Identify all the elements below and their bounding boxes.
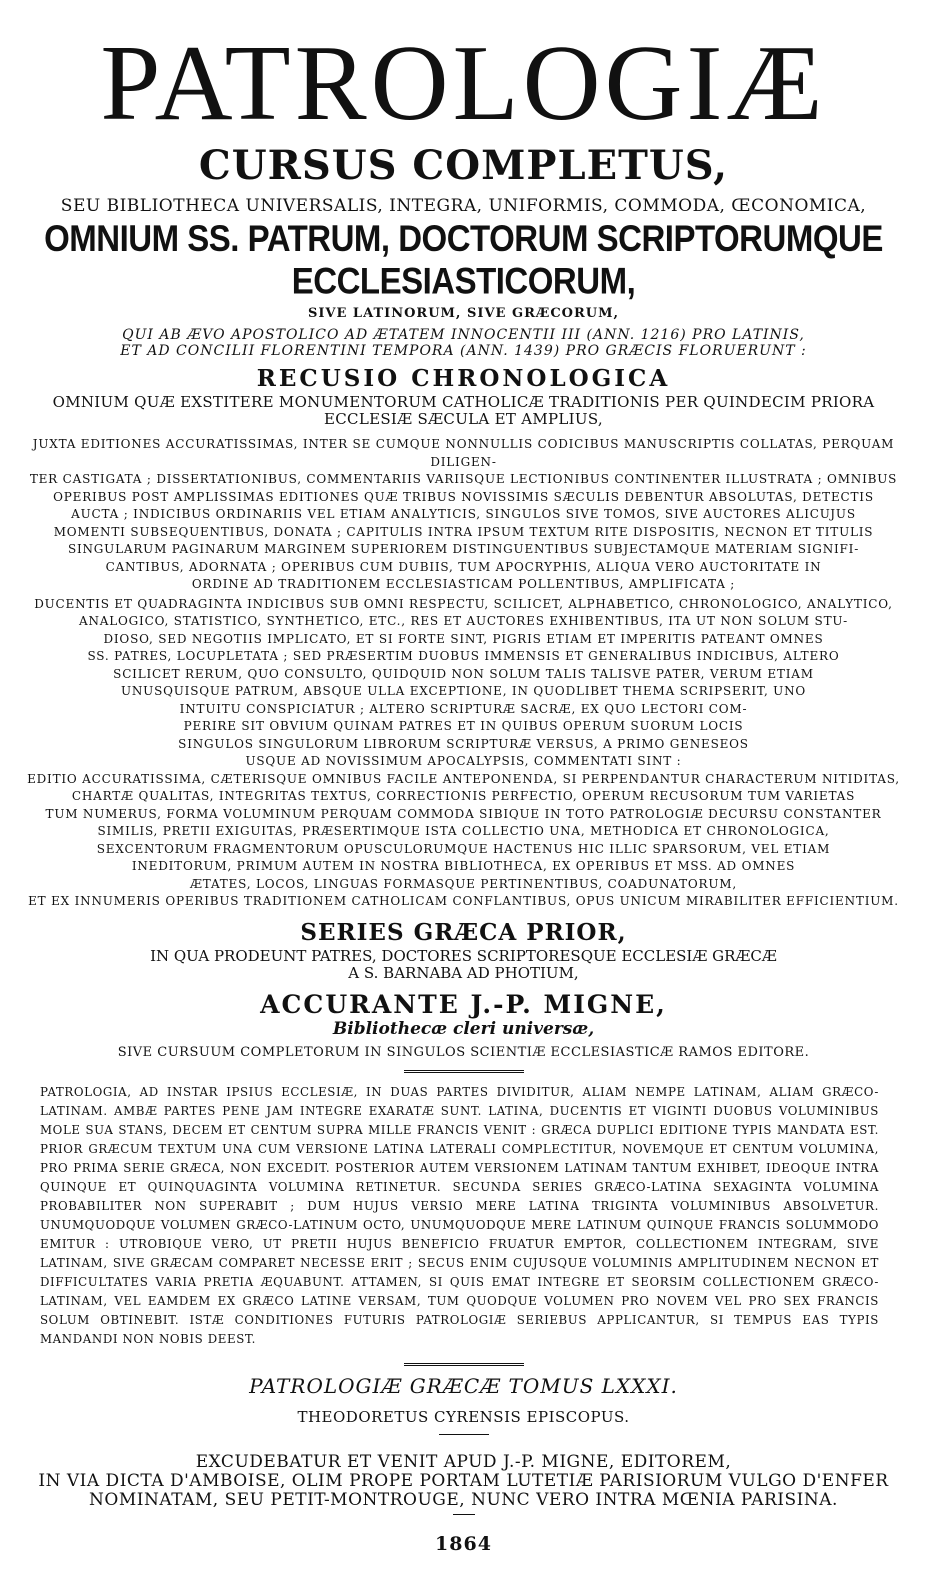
omnium2-line-2: ECCLESIÆ SÆCULA ET AMPLIUS, xyxy=(324,410,603,428)
editio-line: CHARTÆ QUALITAS, INTEGRITAS TEXTUS, CORRECTIONIS PERFECTIO, OPERUM RECUSORUM TUM VARIETAS xyxy=(71,789,856,803)
editio-line: ET EX INNUMERIS OPERIBUS TRADITIONEM CATHOLICAM CONFLANTIBUS, OPUS UNICUM MIRABILITER EFFICIENTIUM. xyxy=(28,894,899,908)
omnium-line: OMNIUM SS. PATRUM, DOCTORUM SCRIPTORUMQUE ECCLESIASTICORUM, xyxy=(44,217,883,302)
title-page xyxy=(0,24,927,1570)
sive-cursuum-line: SIVE CURSUUM COMPLETORUM IN SINGULOS SCIENTIÆ ECCLESIASTICÆ RAMOS EDITORE. xyxy=(117,1044,810,1060)
main-title: PATROLOGIÆ xyxy=(100,24,827,143)
editio-line: TUM NUMERUS, FORMA VOLUMINUM PERQUAM COMMODA SIBIQUE IN TOTO PATROLOGIÆ DECURSU CONSTANTER xyxy=(45,806,882,821)
ducentis-line: SCILICET RERUM, QUO CONSULTO, QUIDQUID NON SOLUM TALIS TALISVE PATER, VERUM ETIAM xyxy=(113,666,814,681)
publication-year: 1864 xyxy=(435,1532,492,1555)
editio-line: EDITIO ACCURATISSIMA, CÆTERISQUE OMNIBUS FACILE ANTEPONENDA, SI PERPENDANTUR CHARACTERUM NITIDITAS, xyxy=(27,771,900,786)
ducentis-line: UNUSQUISQUE PATRUM, ABSQUE ULLA EXCEPTIONE, IN QUODLIBET THEMA SCRIPSERIT, UNO xyxy=(120,684,807,698)
editio-line: SIMILIS, PRETII EXIGUITAS, PRÆSERTIMQUE ISTA COLLECTIO UNA, METHODICA ET CHRONOLOGICA, xyxy=(97,824,830,838)
juxta-line: AUCTA ; INDICIBUS ORDINARIIS VEL ETIAM ANALYTICIS, SINGULOS SIVE TOMOS, SIVE AUCTORES ALICUJUS xyxy=(71,507,856,521)
divider-rule xyxy=(404,1070,524,1073)
tomus-line: PATROLOGIÆ GRÆCÆ TOMUS LXXXI. xyxy=(249,1373,678,1398)
ducentis-line: USQUE AD NOVISSIMUM APOCALYPSIS, COMMENTATI SINT : xyxy=(245,754,682,768)
ducentis-line: DIOSO, SED NEGOTIIS IMPLICATO, ET SI FORTE SINT, PIGRIS ETIAM ET IMPERITIS PATEANT OMNES xyxy=(103,631,824,646)
juxta-line: CANTIBUS, ADORNATA ; OPERIBUS CUM DUBIIS, TUM APOCRYPHIS, ALIQUA VERO AUCTORITATE IN xyxy=(105,559,822,574)
editio-line: ÆTATES, LOCOS, LINGUAS FORMASQUE PERTINENTIBUS, COADUNATORUM, xyxy=(189,876,738,891)
juxta-line: MOMENTI SUBSEQUENTIBUS, DONATA ; CAPITULIS INTRA IPSUM TEXTUM RITE DISPOSITIS, NECNON ET TITULIS xyxy=(53,524,874,539)
editio-block xyxy=(0,771,927,911)
juxta-line: SINGULARUM PAGINARUM MARGINEM SUPERIOREM DISTINGUENTIBUS SUBJECTAMQUE MATERIAM SIGNIFI- xyxy=(67,542,860,556)
patrologia-paragraph: PATROLOGIA, AD INSTAR IPSIUS ECCLESIÆ, IN DUAS PARTES DIVIDITUR, ALIAM NEMPE LATINAM, ALIAM GRÆCO-LATINAM. AMBÆ PARTES PENE JAM INTEGRE EXARATÆ SUNT. LATINA, DUCENTIS ET VIGINTI DUOBUS VOLUMINIBUS MOLE SUA STANS, DECEM ET CENTUM SUPRA MILLE FRANCIS VENIT : GRÆCA DUPLICI EDITIONE TYPIS MANDATA EST. PRIOR GRÆCUM TEXTUM UNA CUM VERSIONE LATINA LATERALI COMPLECTITUR, NOVEMQUE ET CENTUM VOLUMINA, PRO PRIMA SERIE GRÆCA, NON EXCEDIT. POSTERIOR AUTEM VERSIONEM LATINAM TANTUM EXHIBET, IDEOQUE INTRA QUINQUE ET QUINQUAGINTA VOLUMINA RETINETUR. SECUNDA SERIES GRÆCO-LATINA SEXAGINTA VOLUMINA PROBABILITER NON SUPERABIT ; DUM HUJUS VERSIO MERE LATINA TRIGINTA VOLUMINIBUS ABSOLVETUR. UNUMQUODQUE VOLUMEN GRÆCO-LATINUM OCTO, UNUMQUODQUE MERE LATINUM QUINQUE FRANCIS SOLUMMODO EMITUR : UTROBIQUE VERO, UT PRETII HUJUS BENEFICIO FRUATUR EMPTOR, COLLECTIONEM INTEGRAM, SIVE LATINAM, SIVE GRÆCAM COMPARET NECESSE ERIT ; SECUS ENIM CUJUSQUE VOLUMINIS AMPLITUDINEM NECNON ET DIFFICULTATES VARIA PRETIA ÆQUABUNT. ATTAMEN, SI QUIS EMAT INTEGRE ET SEORSIM COLLECTIONEM GRÆCO-LATINAM, VEL EAMDEM EX GRÆCO LATINE VERSAM, TUM QUODQUE VOLUMEN PRO NOVEM VEL PRO SEX FRANCIS SOLUM OBTINEBIT. ISTÆ CONDITIONES FUTURIS PATROLOGIÆ SERIEBUS APPLICANTUR, SI TEMPUS EAS TYPIS MANDANDI NON NOBIS DEEST. xyxy=(40,1084,879,1346)
juxta-line: TER CASTIGATA ; DISSERTATIONIBUS, COMMENTARIIS VARIISQUE LECTIONIBUS CONTINENTER ILLUSTRATA ; OMNIBUS xyxy=(29,472,898,486)
imprint-line-1: EXCUDEBATUR ET VENIT APUD J.-P. MIGNE, EDITOREM, xyxy=(195,1451,732,1472)
ducentis-line: DUCENTIS ET QUADRAGINTA INDICIBUS SUB OMNI RESPECTU, SCILICET, ALPHABETICO, CHRONOLOGICO, ANALYTICO, xyxy=(34,596,893,611)
editio-line: INEDITORUM, PRIMUM AUTEM IN NOSTRA BIBLIOTHECA, EX OPERIBUS ET MSS. AD OMNES xyxy=(131,859,796,873)
inqua-line-2: A S. BARNABA AD PHOTIUM, xyxy=(348,963,579,982)
ducentis-line: SINGULOS SINGULORUM LIBRORUM SCRIPTURÆ VERSUS, A PRIMO GENESEOS xyxy=(178,736,749,751)
juxta-line: JUXTA EDITIONES ACCURATISSIMAS, INTER SE CUMQUE NONNULLIS CODICIBUS MANUSCRIPTIS COLLATAS, PERQUAM DILIGEN- xyxy=(32,437,895,469)
ducentis-line: INTUITU CONSPICIATUR ; ALTERO SCRIPTURÆ SACRÆ, EX QUO LECTORI COM- xyxy=(179,701,748,716)
imprint-line-3: NOMINATAM, SEU PETIT-MONTROUGE, NUNC VERO INTRA MŒNIA PARISINA. xyxy=(89,1489,838,1510)
omnium2-line-1: OMNIUM QUÆ EXSTITERE MONUMENTORUM CATHOLICÆ TRADITIONIS PER QUINDECIM PRIORA xyxy=(52,393,875,411)
imprint-line-2: IN VIA DICTA D'AMBOISE, OLIM PROPE PORTAM LUTETIÆ PARISIORUM VULGO D'ENFER xyxy=(38,1470,889,1491)
ducentis-line: PERIRE SIT OBVIUM QUINAM PATRES ET IN QUIBUS OPERUM SUORUM LOCIS xyxy=(183,719,744,733)
author-line: THEODORETUS CYRENSIS EPISCOPUS. xyxy=(297,1407,630,1426)
ducentis-block xyxy=(0,596,927,771)
ducentis-line: ANALOGICO, STATISTICO, SYNTHETICO, ETC., RES ET AUCTORES EXHIBENTIBUS, ITA UT NON SOLUM STU- xyxy=(79,614,848,628)
qui-line-1: QUI AB ÆVO APOSTOLICO AD ÆTATEM INNOCENTII III (ANN. 1216) PRO LATINIS, xyxy=(122,327,805,343)
short-rule xyxy=(439,1434,489,1435)
editio-line: SEXCENTORUM FRAGMENTORUM OPUSCULORUMQUE HACTENUS HIC ILLIC SPARSORUM, VEL ETIAM xyxy=(96,841,831,856)
divider-rule xyxy=(404,1363,524,1366)
qui-line-2: ET AD CONCILII FLORENTINI TEMPORA (ANN. 1439) PRO GRÆCIS FLORUERUNT : xyxy=(120,343,807,359)
series-heading: SERIES GRÆCA PRIOR, xyxy=(300,918,627,946)
bibliotheca-line: Bibliothecæ cleri universæ, xyxy=(332,1018,595,1039)
accurante-line: ACCURANTE J.-P. MIGNE, xyxy=(260,989,667,1019)
ducentis-line: SS. PATRES, LOCUPLETATA ; SED PRÆSERTIM DUOBUS IMMENSIS ET GENERALIBUS INDICIBUS, ALTERO xyxy=(87,649,840,663)
recusio-heading: RECUSIO CHRONOLOGICA xyxy=(256,365,671,392)
short-rule xyxy=(453,1514,475,1515)
seu-line: SEU BIBLIOTHECA UNIVERSALIS, INTEGRA, UNIFORMIS, COMMODA, ŒCONOMICA, xyxy=(60,196,867,216)
sive-line: SIVE LATINORUM, SIVE GRÆCORUM, xyxy=(307,306,620,321)
juxta-block xyxy=(0,436,927,594)
subtitle: CURSUS COMPLETUS, xyxy=(198,142,729,189)
juxta-line: OPERIBUS POST AMPLISSIMAS EDITIONES QUÆ TRIBUS NOVISSIMIS SÆCULIS DEBENTUR ABSOLUTAS, DETECTIS xyxy=(53,489,874,504)
inqua-line-1: IN QUA PRODEUNT PATRES, DOCTORES SCRIPTORESQUE ECCLESIÆ GRÆCÆ xyxy=(150,946,777,965)
juxta-line: ORDINE AD TRADITIONEM ECCLESIASTICAM POLLENTIBUS, AMPLIFICATA ; xyxy=(191,577,736,591)
